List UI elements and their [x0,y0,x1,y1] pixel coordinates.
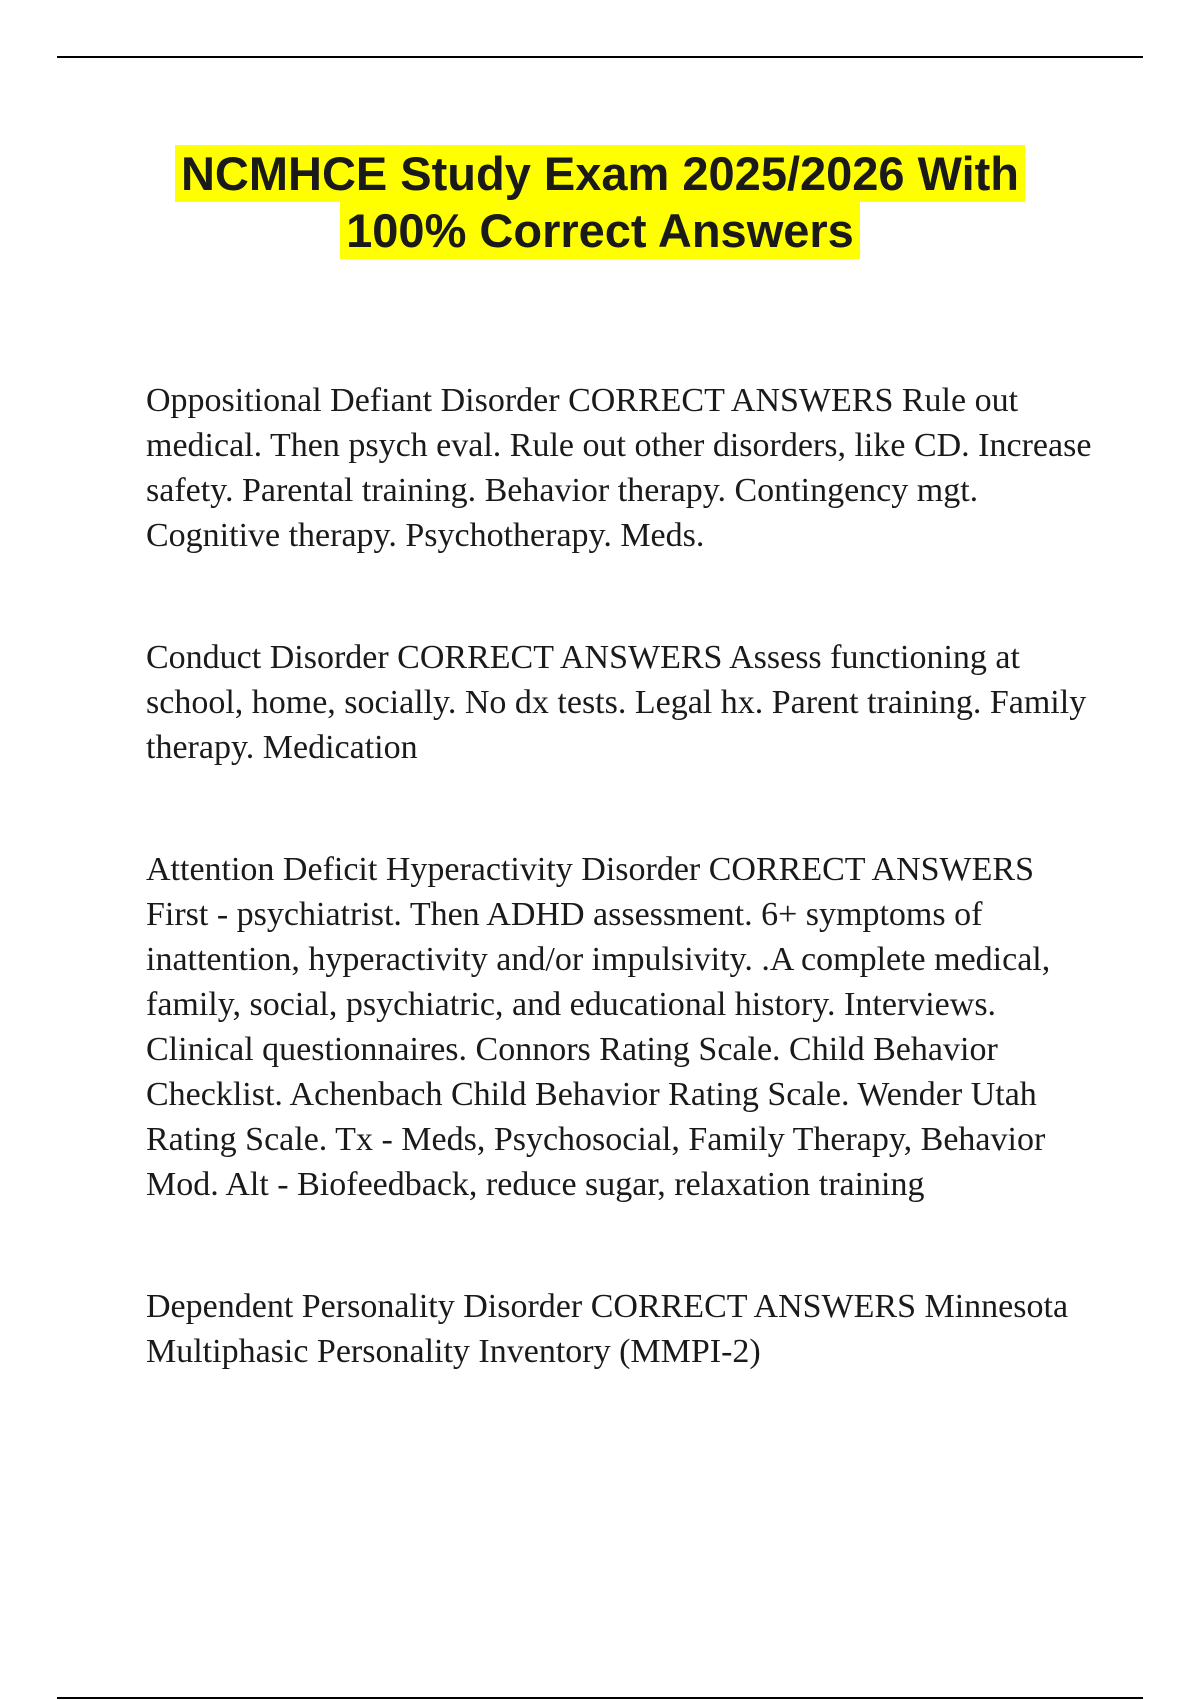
footer-rule [57,1697,1143,1699]
qa-list [146,378,1096,1374]
qa-entry-odd: Oppositional Defiant Disorder CORRECT ANSWERS Rule out medical. Then psych eval. Rule out other disorders, like CD. Increase safety. Parental training. Behavior therapy. Contingency mgt. Cognitive therapy. Psychotherapy. Meds. [146,382,1092,554]
title-line-2: 100% Correct Answers [340,202,860,259]
qa-entry-adhd: Attention Deficit Hyperactivity Disorder CORRECT ANSWERS First - psychiatrist. Then ADHD assessment. 6+ symptoms of inattention, hyperactivity and/or impulsivity. .A complete medical, family, social, psychiatric, and educational history. Interviews. Clinical questionnaires. Connors Rating Scale. Child Behavior Checklist. Achenbach Child Behavior Rating Scale. Wender Utah Rating Scale. Tx - Meds, Psychosocial, Family Therapy, Behavior Mod. Alt - Biofeedback, reduce sugar, relaxation training [146,851,1051,1203]
header-rule [57,56,1143,58]
title-line-1: NCMHCE Study Exam 2025/2026 With [175,145,1025,202]
qa-entry-dependent-personality: Dependent Personality Disorder CORRECT ANSWERS Minnesota Multiphasic Personality Inventory (MMPI-2) [146,1288,1069,1370]
page-title [60,145,1140,259]
qa-entry-conduct-disorder: Conduct Disorder CORRECT ANSWERS Assess functioning at school, home, socially. No dx tests. Legal hx. Parent training. Family therapy. Medication [146,639,1087,766]
